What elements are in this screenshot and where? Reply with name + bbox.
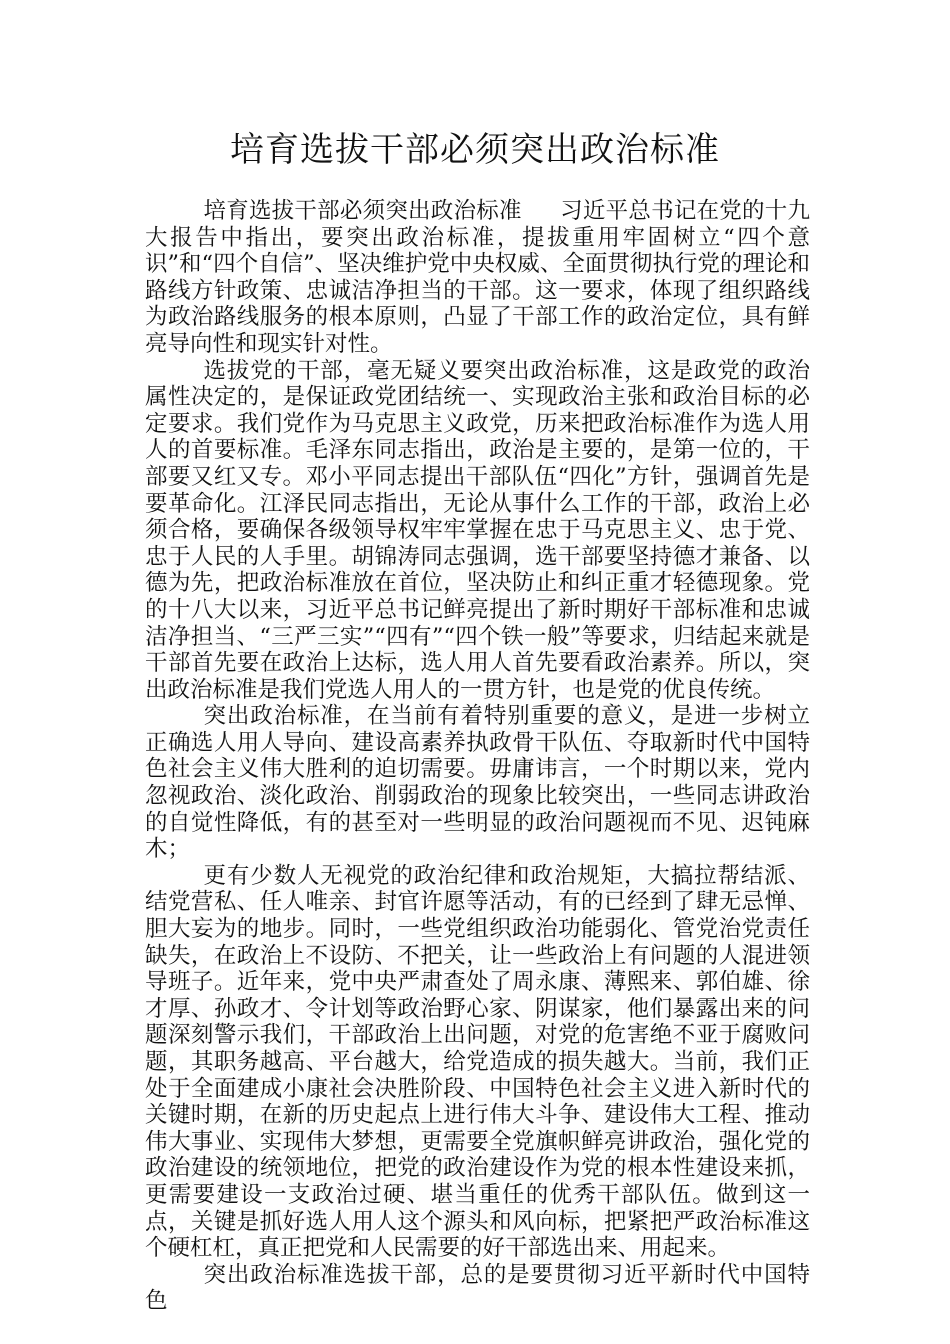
paragraph-1-text: 习近平总书记在党的十九大报告中指出，要突出政治标准，提拔重用牢固树立“四个意识”和“四个自信”、坚决维护党中央权威、全面贯彻执行党的理论和路线方针政策、忠诚洁净担当的干部。这一要求，体现了组织路线为政治路线服务的根本原则，凸显了干部工作的政治定位，具有鲜亮导向性和现实针对性。 <box>145 198 810 357</box>
paragraph-5: 突出政治标准选拔干部，总的是要贯彻习近平新时代中国特色 <box>145 1261 810 1315</box>
lead-heading: 培育选拔干部必须突出政治标准 <box>203 198 522 224</box>
paragraph-2: 选拔党的干部，毫无疑义要突出政治标准，这是政党的政治属性决定的，是保证政党团结统一、实现政治主张和政治目标的必定要求。我们党作为马克思主义政党，历来把政治标准作为选人用人的首要标准。毛泽东同志指出，政治是主要的，是第一位的，干部要又红又专。邓小平同志提出干部队伍“四化”方针，强调首先是要革命化。江泽民同志指出，无论从事什么工作的干部，政治上必须合格，要确保各级领导权牢牢掌握在忠于马克思主义、忠于党、忠于人民的人手里。胡锦涛同志强调，选干部要坚持德才兼备、以德为先，把政治标准放在首位，坚决防止和纠正重才轻德现象。党的十八大以来，习近平总书记鲜亮提出了新时期好干部标准和忠诚洁净担当、“三严三实”“四有”“四个铁一般”等要求，归结起来就是干部首先要在政治上达标，选人用人首先要看政治素养。所以，突出政治标准是我们党选人用人的一贯方针，也是党的优良传统。 <box>145 357 810 703</box>
paragraph-1 <box>145 198 810 358</box>
paragraph-4: 更有少数人无视党的政治纪律和政治规矩，大搞拉帮结派、结党营私、任人唯亲、封官许愿等活动，有的已经到了肆无忌惮、胆大妄为的地步。同时，一些党组织政治功能弱化、管党治党责任缺失，在政治上不设防、不把关，让一些政治上有问题的人混进领导班子。近年来，党中央严肃查处了周永康、薄熙来、郭伯雄、徐才厚、孙政才、令计划等政治野心家、阴谋家，他们暴露出来的问题深刻警示我们，干部政治上出问题，对党的危害绝不亚于腐败问题，其职务越高、平台越大，给党造成的损失越大。当前，我们正处于全面建成小康社会决胜阶段、中国特色社会主义进入新时代的关键时期，在新的历史起点上进行伟大斗争、建设伟大工程、推动伟大事业、实现伟大梦想，更需要全党旗帜鲜亮讲政治，强化党的政治建设的统领地位，把党的政治建设作为党的根本性建设来抓，更需要建设一支政治过硬、堪当重任的优秀干部队伍。做到这一点，关键是抓好选人用人这个源头和风向标，把紧把严政治标准这个硬杠杠，真正把党和人民需要的好干部选出来、用起来。 <box>145 862 810 1262</box>
document-body <box>145 198 810 1315</box>
paragraph-3: 突出政治标准，在当前有着特别重要的意义，是进一步树立正确选人用人导向、建设高素养执政骨干队伍、夺取新时代中国特色社会主义伟大胜利的迫切需要。毋庸讳言，一个时期以来，党内忽视政治、淡化政治、削弱政治的现象比较突出，一些同志讲政治的自觉性降低，有的甚至对一些明显的政治问题视而不见、迟钝麻木； <box>145 703 810 863</box>
document-title: 培育选拔干部必须突出政治标准 <box>230 130 720 170</box>
